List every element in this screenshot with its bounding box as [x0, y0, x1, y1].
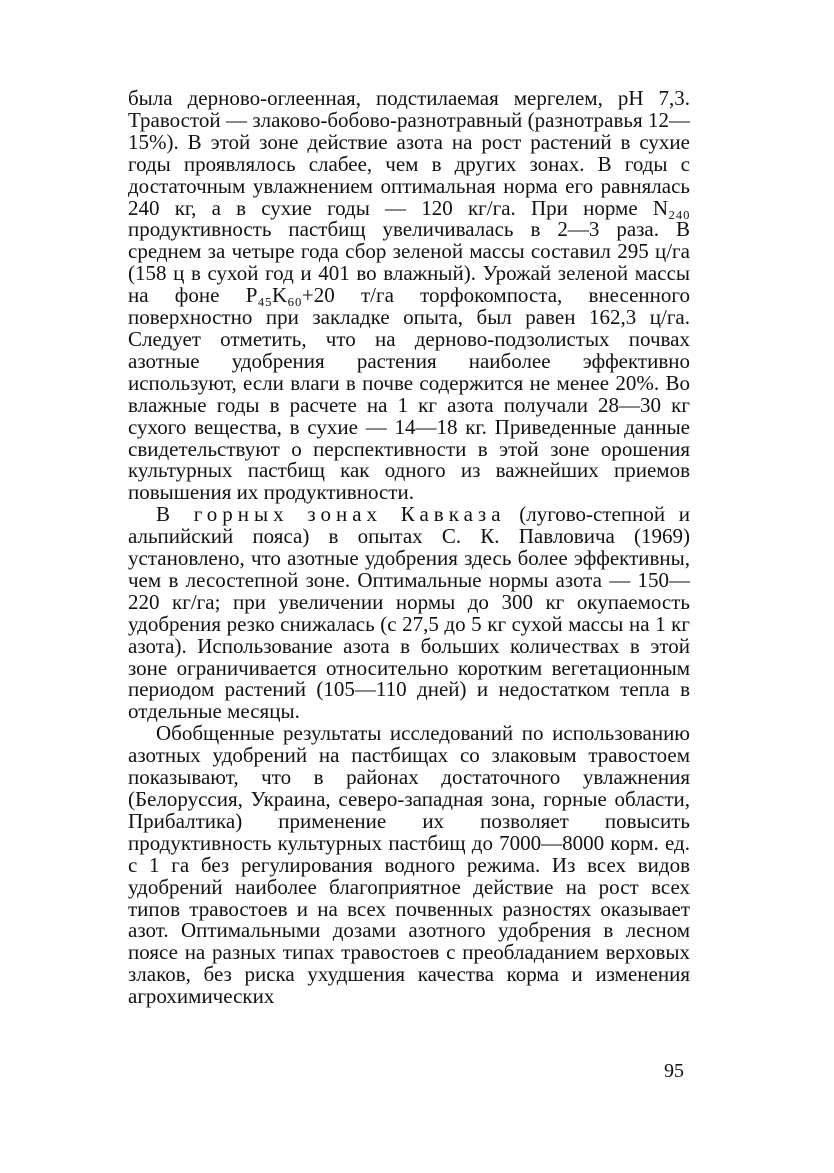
- paragraph-2-body: (лугово-степной и альпийский пояса) в опытах С. К. Павловича (1969) установлено, что азотные удобрения здесь более эффективны, чем в лесостепной зоне. Оптимальные нормы азота — 150—220 кг/га; при увеличении нормы до 300 кг окупаемость удобрения резко снижалась (с 27,5 до 5 кг сухой массы на 1 кг азота). Использование азота в больших количествах в этой зоне ограничивается относительно коротким вегетационным периодом растений (105—110 дней) и недостатком тепла в отдельные месяцы.: [128, 502, 691, 724]
- paragraph-2-lead: В горных зонах Кавказа: [156, 502, 506, 527]
- page-body: [128, 88, 690, 1008]
- paragraph-1: была дерново-оглеенная, подстилаемая мергелем, pH 7,3. Травостой — злаково-бобово-разнотравный (разнотравья 12—15%). В этой зоне действие азота на рост растений в сухие годы проявлялось слабее, чем в других зонах. В годы с достаточным увлажнением оптимальная норма его равнялась 240 кг, а в сухие годы — 120 кг/га. При норме N₂₄₀ продуктивность пастбищ увеличивалась в 2—3 раза. В среднем за четыре года сбор зеленой массы составил 295 ц/га (158 ц в сухой год и 401 во влажный). Урожай зеленой массы на фоне P₄₅K₆₀+20 т/га торфокомпоста, внесенного поверхностно при закладке опыта, был равен 162,3 ц/га. Следует отметить, что на дерново-подзолистых почвах азотные удобрения растения наиболее эффективно используют, если влаги в почве содержится не менее 20%. Во влажные годы в расчете на 1 кг азота получали 28—30 кг сухого вещества, в сухие — 14—18 кг. Приведенные данные свидетельствуют о перспективности в этой зоне орошения культурных пастбищ как одного из важнейших приемов повышения их продуктивности.: [128, 86, 690, 505]
- page-number: 95: [664, 1060, 684, 1082]
- paragraph-3: Обобщенные результаты исследований по использованию азотных удобрений на пастбищах со злаковым травостоем показывают, что в районах достаточного увлажнения (Белоруссия, Украина, северо-западная зона, горные области, Прибалтика) применение их позволяет повысить продуктивность культурных пастбищ до 7000—8000 корм. ед. с 1 га без регулирования водного режима. Из всех видов удобрений наиболее благоприятное действие на рост всех типов травостоев и на всех почвенных разностях оказывает азот. Оптимальными дозами азотного удобрения в лесном поясе на разных типах травостоев с преобладанием верховых злаков, без риска ухудшения качества корма и изменения агрохимических: [128, 721, 690, 1009]
- paragraph-2: [128, 504, 690, 723]
